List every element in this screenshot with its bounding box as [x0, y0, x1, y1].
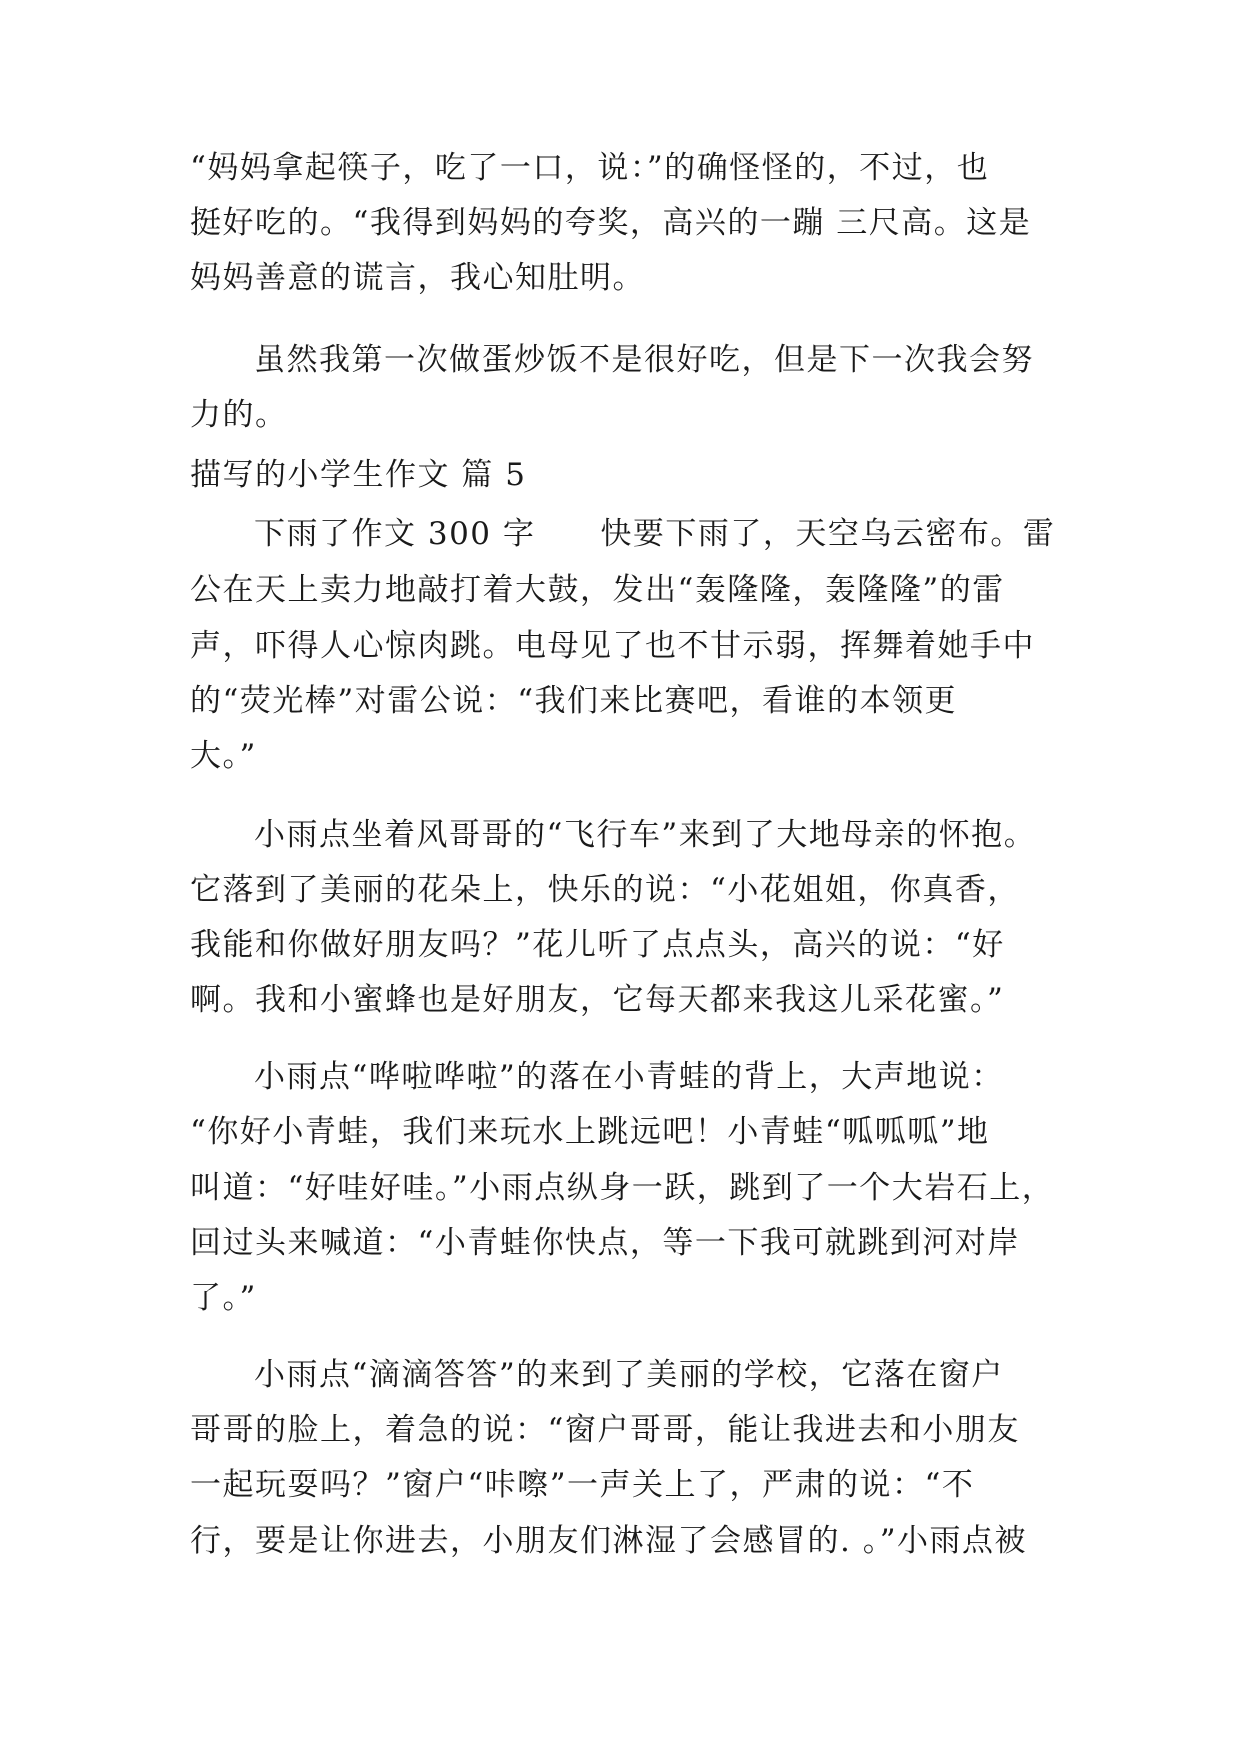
text-line: 行，要是让你进去，小朋友们淋湿了会感冒的. 。”小雨点被	[190, 1523, 1028, 1559]
text-line: 啊。我和小蜜蜂也是好朋友，它每天都来我这儿采花蜜。”	[190, 982, 1005, 1018]
text-line: 一起玩耍吗？”窗户“咔嚓”一声关上了，严肃的说：“不	[190, 1467, 975, 1503]
text-line: “你好小青蛙，我们来玩水上跳远吧！小青蛙“呱呱呱”地	[190, 1114, 990, 1150]
text-line: 回过头来喊道：“小青蛙你快点，等一下我可就跳到河对岸	[190, 1225, 1020, 1261]
text-line: 下雨了作文 300 字 快要下雨了，天空乌云密布。雷	[254, 516, 1056, 552]
text-line: 了。”	[190, 1280, 257, 1316]
text-line: 大。”	[190, 738, 257, 774]
text-line: “妈妈拿起筷子，吃了一口，说：”的确怪怪的，不过，也	[190, 150, 990, 186]
section-heading: 描写的小学生作文 篇 5	[190, 457, 527, 493]
text-line: 小雨点“哗啦哗啦”的落在小青蛙的背上，大声地说：	[254, 1059, 1004, 1095]
text-line: 虽然我第一次做蛋炒饭不是很好吃，但是下一次我会努	[254, 342, 1034, 378]
text-line: 它落到了美丽的花朵上，快乐的说：“小花姐姐，你真香，	[190, 872, 1020, 908]
text-line: 公在天上卖力地敲打着大鼓，发出“轰隆隆，轰隆隆”的雷	[190, 572, 1005, 608]
text-line: 挺好吃的。“我得到妈妈的夸奖，高兴的一蹦 三尺高。这是	[190, 205, 1032, 241]
text-line: 小雨点坐着风哥哥的“飞行车”来到了大地母亲的怀抱。	[254, 817, 1037, 853]
text-line: 妈妈善意的谎言，我心知肚明。	[190, 260, 645, 296]
text-line: 声，吓得人心惊肉跳。电母见了也不甘示弱，挥舞着她手中	[190, 628, 1035, 664]
text-line: 叫道：“好哇好哇。”小雨点纵身一跃，跳到了一个大岩石上，	[190, 1170, 1055, 1206]
text-line: 哥哥的脸上，着急的说：“窗户哥哥，能让我进去和小朋友	[190, 1412, 1020, 1448]
text-line: 力的。	[190, 397, 288, 433]
text-line: 小雨点“滴滴答答”的来到了美丽的学校，它落在窗户	[254, 1357, 1004, 1393]
text-line: 的“荧光棒”对雷公说：“我们来比赛吧，看谁的本领更	[190, 683, 958, 719]
text-line: 我能和你做好朋友吗？”花儿听了点点头，高兴的说：“好	[190, 927, 1005, 963]
